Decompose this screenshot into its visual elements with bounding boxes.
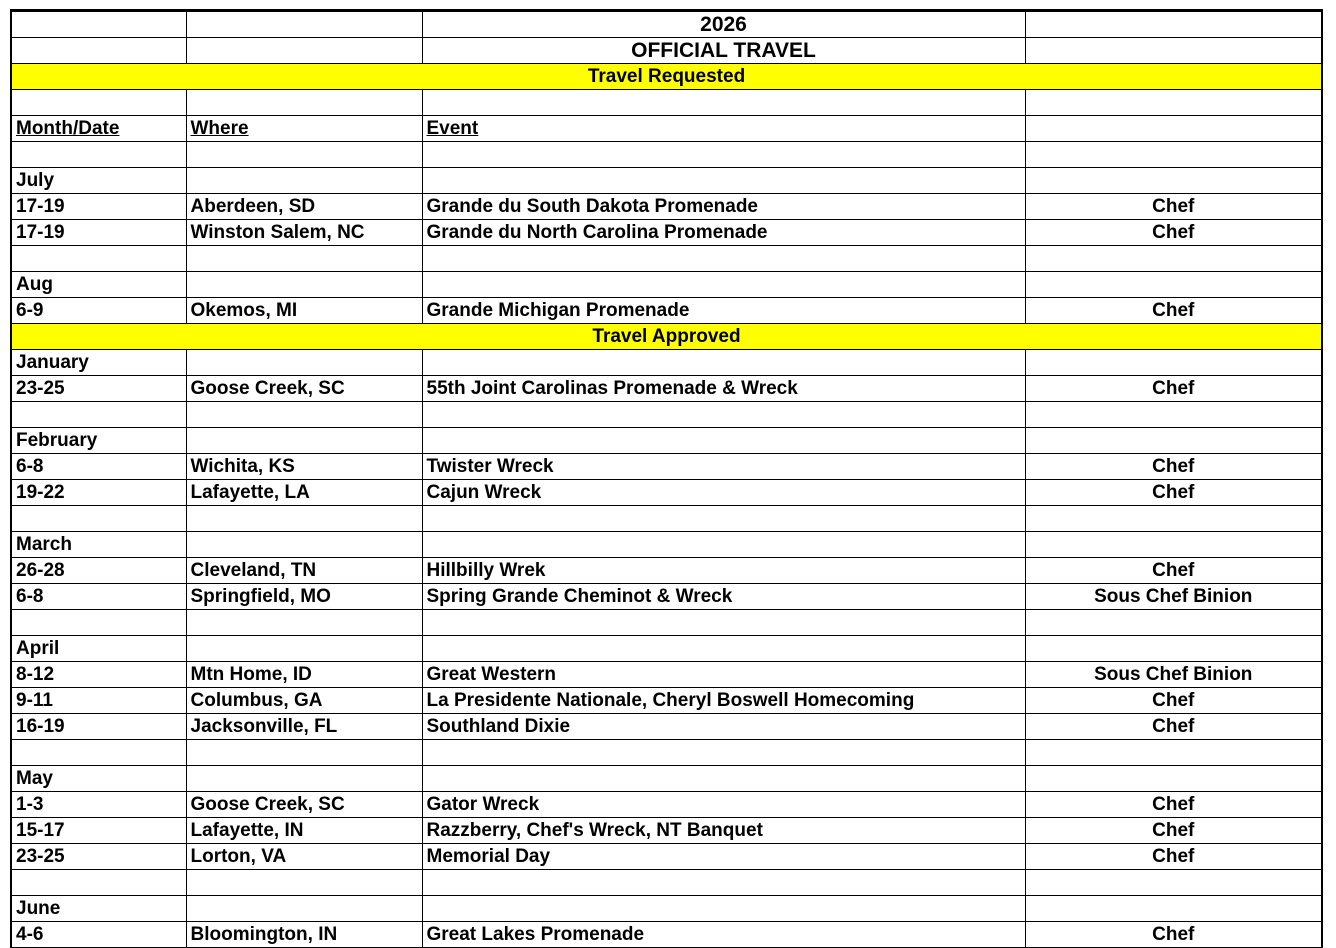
- location-cell[interactable]: Jacksonville, FL: [186, 714, 422, 740]
- cell[interactable]: [1025, 870, 1322, 896]
- attendee-cell[interactable]: Chef: [1025, 818, 1322, 844]
- location-cell[interactable]: Lafayette, LA: [186, 480, 422, 506]
- blank-row: [11, 870, 1322, 896]
- cell[interactable]: [186, 428, 422, 454]
- event-cell[interactable]: Grande du North Carolina Promenade: [422, 220, 1025, 246]
- date-cell[interactable]: 6-8: [11, 454, 186, 480]
- location-cell[interactable]: Lorton, VA: [186, 844, 422, 870]
- month-row: [11, 272, 1322, 298]
- cell[interactable]: [422, 90, 1025, 116]
- cell[interactable]: [422, 142, 1025, 168]
- cell[interactable]: [1025, 402, 1322, 428]
- entry-row: [11, 714, 1322, 740]
- attendee-cell[interactable]: Chef: [1025, 844, 1322, 870]
- cell[interactable]: [11, 90, 186, 116]
- location-cell[interactable]: Lafayette, IN: [186, 818, 422, 844]
- attendee-cell[interactable]: Chef: [1025, 558, 1322, 584]
- attendee-cell[interactable]: Chef: [1025, 454, 1322, 480]
- cell[interactable]: [186, 870, 422, 896]
- cell[interactable]: [1025, 11, 1322, 38]
- cell[interactable]: [422, 870, 1025, 896]
- event-cell[interactable]: Grande Michigan Promenade: [422, 298, 1025, 324]
- event-cell[interactable]: Cajun Wreck: [422, 480, 1025, 506]
- cell[interactable]: [422, 740, 1025, 766]
- cell[interactable]: [186, 532, 422, 558]
- date-cell[interactable]: 6-8: [11, 584, 186, 610]
- cell[interactable]: [186, 11, 422, 38]
- event-cell[interactable]: La Presidente Nationale, Cheryl Boswell Homecoming: [422, 688, 1025, 714]
- cell[interactable]: [422, 766, 1025, 792]
- attendee-cell[interactable]: Sous Chef Binion: [1025, 662, 1322, 688]
- month-label: January: [11, 350, 186, 376]
- cell[interactable]: [1025, 272, 1322, 298]
- month-row: [11, 428, 1322, 454]
- cell[interactable]: [11, 142, 186, 168]
- attendee-cell[interactable]: Chef: [1025, 922, 1322, 948]
- event-cell[interactable]: Southland Dixie: [422, 714, 1025, 740]
- cell[interactable]: [186, 168, 422, 194]
- event-cell[interactable]: Twister Wreck: [422, 454, 1025, 480]
- blank-row: [11, 142, 1322, 168]
- date-cell[interactable]: 15-17: [11, 818, 186, 844]
- cell[interactable]: [186, 896, 422, 922]
- cell[interactable]: [422, 168, 1025, 194]
- entry-row: [11, 376, 1322, 402]
- blank-row: [11, 506, 1322, 532]
- cell[interactable]: [186, 272, 422, 298]
- cell[interactable]: [1025, 246, 1322, 272]
- banner-row: [11, 324, 1322, 350]
- cell[interactable]: [1025, 896, 1322, 922]
- cell[interactable]: [422, 402, 1025, 428]
- cell[interactable]: [11, 38, 186, 64]
- date-cell[interactable]: 4-6: [11, 922, 186, 948]
- section-banner: Travel Requested: [11, 64, 1322, 90]
- date-cell[interactable]: 9-11: [11, 688, 186, 714]
- blank-row: [11, 610, 1322, 636]
- location-cell[interactable]: Goose Creek, SC: [186, 792, 422, 818]
- cell[interactable]: [186, 38, 422, 64]
- event-cell[interactable]: Great Lakes Promenade: [422, 922, 1025, 948]
- cell[interactable]: [186, 740, 422, 766]
- column-header-date: Month/Date: [11, 116, 186, 142]
- location-cell[interactable]: Aberdeen, SD: [186, 194, 422, 220]
- cell[interactable]: [1025, 116, 1322, 142]
- cell[interactable]: [422, 272, 1025, 298]
- month-label: March: [11, 532, 186, 558]
- month-row: [11, 636, 1322, 662]
- page-title: OFFICIAL TRAVEL: [422, 38, 1025, 64]
- date-cell[interactable]: 16-19: [11, 714, 186, 740]
- cell[interactable]: [186, 90, 422, 116]
- attendee-cell[interactable]: Chef: [1025, 194, 1322, 220]
- date-cell[interactable]: 26-28: [11, 558, 186, 584]
- header-row: [11, 116, 1322, 142]
- cell[interactable]: [1025, 766, 1322, 792]
- cell[interactable]: [11, 246, 186, 272]
- cell[interactable]: [186, 402, 422, 428]
- location-cell[interactable]: Springfield, MO: [186, 584, 422, 610]
- attendee-cell[interactable]: Chef: [1025, 298, 1322, 324]
- cell[interactable]: [1025, 532, 1322, 558]
- cell[interactable]: [1025, 90, 1322, 116]
- cell[interactable]: [422, 506, 1025, 532]
- month-row: [11, 896, 1322, 922]
- section-banner: Travel Approved: [11, 324, 1322, 350]
- cell[interactable]: [422, 610, 1025, 636]
- cell[interactable]: [186, 246, 422, 272]
- month-label: June: [11, 896, 186, 922]
- event-cell[interactable]: Grande du South Dakota Promenade: [422, 194, 1025, 220]
- month-label: Aug: [11, 272, 186, 298]
- title-row-year: [11, 11, 1322, 38]
- cell[interactable]: [11, 610, 186, 636]
- month-label: April: [11, 636, 186, 662]
- month-row: [11, 532, 1322, 558]
- entry-row: [11, 662, 1322, 688]
- date-cell[interactable]: 17-19: [11, 194, 186, 220]
- entry-row: [11, 558, 1322, 584]
- event-cell[interactable]: 55th Joint Carolinas Promenade & Wreck: [422, 376, 1025, 402]
- location-cell[interactable]: Okemos, MI: [186, 298, 422, 324]
- entry-row: [11, 194, 1322, 220]
- cell[interactable]: [186, 766, 422, 792]
- travel-spreadsheet: [10, 9, 1323, 948]
- cell[interactable]: [11, 402, 186, 428]
- entry-row: [11, 844, 1322, 870]
- event-cell[interactable]: Hillbilly Wrek: [422, 558, 1025, 584]
- entry-row: [11, 688, 1322, 714]
- column-header-where: Where: [186, 116, 422, 142]
- entry-row: [11, 584, 1322, 610]
- attendee-cell[interactable]: Chef: [1025, 688, 1322, 714]
- cell[interactable]: [1025, 350, 1322, 376]
- event-cell[interactable]: Great Western: [422, 662, 1025, 688]
- cell[interactable]: [422, 428, 1025, 454]
- location-cell[interactable]: Goose Creek, SC: [186, 376, 422, 402]
- cell[interactable]: [422, 350, 1025, 376]
- location-cell[interactable]: Mtn Home, ID: [186, 662, 422, 688]
- cell[interactable]: [1025, 636, 1322, 662]
- cell[interactable]: [1025, 168, 1322, 194]
- month-label: July: [11, 168, 186, 194]
- entry-row: [11, 220, 1322, 246]
- entry-row: [11, 298, 1322, 324]
- blank-row: [11, 90, 1322, 116]
- event-cell[interactable]: Memorial Day: [422, 844, 1025, 870]
- entry-row: [11, 792, 1322, 818]
- event-cell[interactable]: Spring Grande Cheminot & Wreck: [422, 584, 1025, 610]
- entry-row: [11, 818, 1322, 844]
- blank-row: [11, 246, 1322, 272]
- cell[interactable]: [186, 636, 422, 662]
- spreadsheet-body: [11, 11, 1322, 948]
- attendee-cell[interactable]: Chef: [1025, 714, 1322, 740]
- event-cell[interactable]: Razzberry, Chef's Wreck, NT Banquet: [422, 818, 1025, 844]
- cell[interactable]: [186, 350, 422, 376]
- date-cell[interactable]: 1-3: [11, 792, 186, 818]
- date-cell[interactable]: 23-25: [11, 376, 186, 402]
- cell[interactable]: [186, 142, 422, 168]
- event-cell[interactable]: Gator Wreck: [422, 792, 1025, 818]
- cell[interactable]: [186, 610, 422, 636]
- date-cell[interactable]: 8-12: [11, 662, 186, 688]
- cell[interactable]: [186, 506, 422, 532]
- cell[interactable]: [422, 246, 1025, 272]
- attendee-cell[interactable]: Sous Chef Binion: [1025, 584, 1322, 610]
- banner-row: [11, 64, 1322, 90]
- year-title: 2026: [422, 11, 1025, 38]
- location-cell[interactable]: Bloomington, IN: [186, 922, 422, 948]
- cell[interactable]: [11, 11, 186, 38]
- month-label: May: [11, 766, 186, 792]
- entry-row: [11, 454, 1322, 480]
- cell[interactable]: [1025, 38, 1322, 64]
- month-label: February: [11, 428, 186, 454]
- cell[interactable]: [422, 636, 1025, 662]
- location-cell[interactable]: Winston Salem, NC: [186, 220, 422, 246]
- date-cell[interactable]: 23-25: [11, 844, 186, 870]
- entry-row: [11, 480, 1322, 506]
- date-cell[interactable]: 19-22: [11, 480, 186, 506]
- blank-row: [11, 740, 1322, 766]
- cell[interactable]: [1025, 740, 1322, 766]
- title-row-heading: [11, 38, 1322, 64]
- cell[interactable]: [1025, 428, 1322, 454]
- month-row: [11, 168, 1322, 194]
- cell[interactable]: [1025, 142, 1322, 168]
- cell[interactable]: [1025, 506, 1322, 532]
- location-cell[interactable]: Wichita, KS: [186, 454, 422, 480]
- attendee-cell[interactable]: Chef: [1025, 792, 1322, 818]
- location-cell[interactable]: Cleveland, TN: [186, 558, 422, 584]
- cell[interactable]: [11, 740, 186, 766]
- cell[interactable]: [1025, 610, 1322, 636]
- cell[interactable]: [422, 532, 1025, 558]
- blank-row: [11, 402, 1322, 428]
- attendee-cell[interactable]: Chef: [1025, 220, 1322, 246]
- date-cell[interactable]: 17-19: [11, 220, 186, 246]
- attendee-cell[interactable]: Chef: [1025, 376, 1322, 402]
- month-row: [11, 766, 1322, 792]
- month-row: [11, 350, 1322, 376]
- cell[interactable]: [422, 896, 1025, 922]
- cell[interactable]: [11, 506, 186, 532]
- column-header-event: Event: [422, 116, 1025, 142]
- date-cell[interactable]: 6-9: [11, 298, 186, 324]
- attendee-cell[interactable]: Chef: [1025, 480, 1322, 506]
- location-cell[interactable]: Columbus, GA: [186, 688, 422, 714]
- cell[interactable]: [11, 870, 186, 896]
